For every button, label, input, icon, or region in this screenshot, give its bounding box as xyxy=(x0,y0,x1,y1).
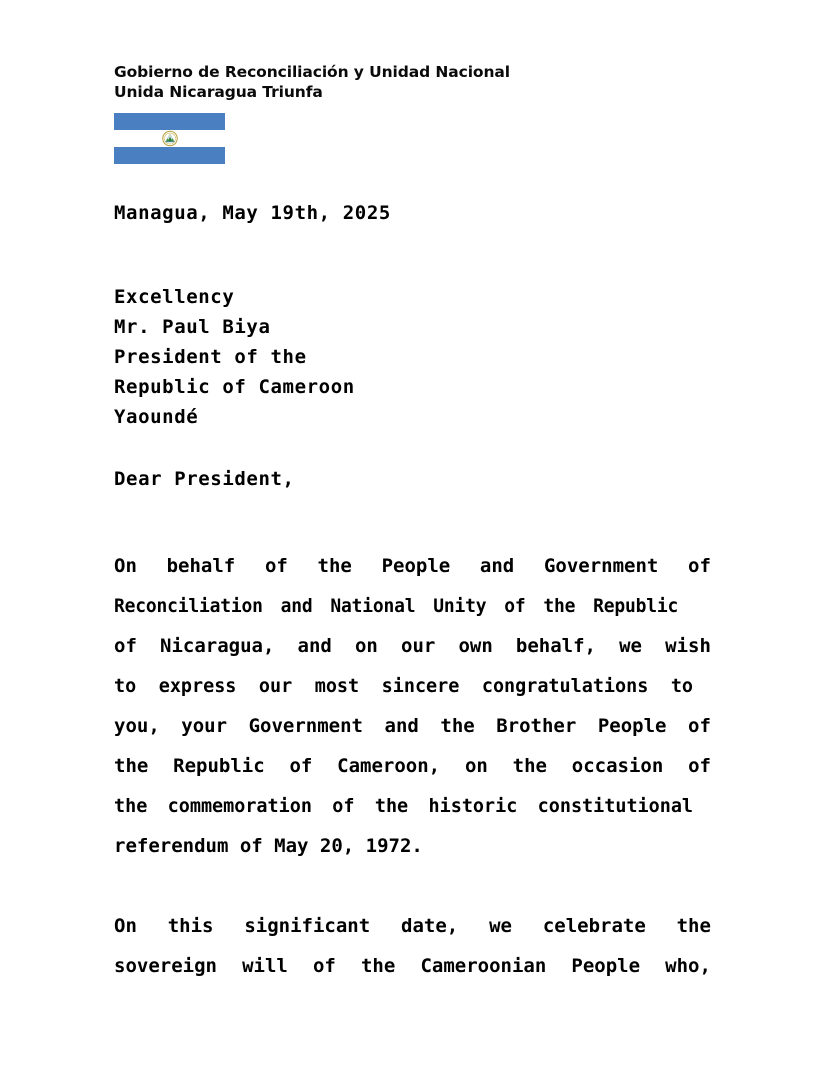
paragraph-line: referendum of May 20, 1972. xyxy=(114,835,423,857)
word: the xyxy=(512,755,547,777)
addressee-line: Mr. Paul Biya xyxy=(114,316,271,338)
word: Brother xyxy=(496,715,577,737)
word: behalf xyxy=(166,555,236,577)
word: People xyxy=(571,955,641,977)
addressee-line: Republic of Cameroon xyxy=(114,376,355,398)
paragraph-line xyxy=(114,906,711,946)
word: you, xyxy=(114,715,160,737)
flag-band-bottom xyxy=(114,147,225,164)
word: of xyxy=(688,715,711,737)
body-paragraph xyxy=(114,546,711,866)
word: express xyxy=(158,675,237,697)
paragraph-line xyxy=(114,586,711,626)
word: own xyxy=(458,635,493,657)
word: of xyxy=(312,955,336,977)
word: Nicaragua, xyxy=(160,635,275,657)
word: the xyxy=(317,555,352,577)
letterhead-line-1: Gobierno de Reconciliación y Unidad Nacional xyxy=(114,63,510,81)
word: People xyxy=(381,555,451,577)
nicaragua-coat-of-arms-icon xyxy=(161,130,178,147)
paragraph-line xyxy=(114,626,711,666)
flag-band-top xyxy=(114,113,225,130)
word: our xyxy=(258,675,293,697)
letterhead-line-2: Unida Nicaragua Triunfa xyxy=(114,83,323,101)
nicaragua-flag xyxy=(114,113,225,164)
addressee-line: Excellency xyxy=(114,286,235,308)
word: to xyxy=(670,675,694,697)
addressee-block xyxy=(114,282,711,432)
word: Government xyxy=(543,555,659,577)
word: most xyxy=(314,675,360,697)
word: to xyxy=(114,675,137,697)
word: Government xyxy=(248,715,363,737)
letterhead xyxy=(114,62,734,102)
word: of xyxy=(289,755,313,777)
word: the xyxy=(114,755,149,777)
date-line: Managua, May 19th, 2025 xyxy=(114,202,391,224)
word: National xyxy=(330,595,416,617)
word: Republic xyxy=(173,755,265,777)
letter-body xyxy=(114,198,711,1026)
word: historic xyxy=(428,795,518,817)
word: your xyxy=(181,715,228,737)
word: and xyxy=(384,715,419,737)
word: Unity xyxy=(433,595,487,617)
addressee-line: President of the xyxy=(114,346,307,368)
word: On xyxy=(114,555,137,577)
word: On xyxy=(114,915,137,937)
paragraph-line xyxy=(114,546,711,586)
word: of xyxy=(504,595,526,617)
paragraph-line xyxy=(114,706,711,746)
word: and xyxy=(297,635,332,657)
word: will xyxy=(242,955,288,977)
word: congratulations xyxy=(481,675,649,697)
word: date, xyxy=(401,915,459,937)
word: the xyxy=(543,595,576,617)
word: the xyxy=(676,915,711,937)
word: behalf, xyxy=(515,635,596,657)
word: sovereign xyxy=(114,955,217,977)
word: of xyxy=(688,755,711,777)
word: the xyxy=(114,795,148,817)
word: celebrate xyxy=(542,915,646,937)
word: our xyxy=(401,635,436,657)
word: the xyxy=(374,795,409,817)
word: of xyxy=(114,635,137,657)
word: significant xyxy=(244,915,371,937)
paragraph-line xyxy=(114,746,711,786)
word: sincere xyxy=(381,675,460,697)
word: Cameroonian xyxy=(420,955,547,977)
addressee-line: Yaoundé xyxy=(114,406,199,428)
word: this xyxy=(167,915,214,937)
word: of xyxy=(264,555,288,577)
word: occasion xyxy=(571,755,664,777)
word: of xyxy=(688,555,711,577)
paragraph-line xyxy=(114,786,711,826)
body-paragraph xyxy=(114,906,711,986)
word: we xyxy=(619,635,642,657)
word: Cameroon, xyxy=(337,755,441,777)
word: on xyxy=(354,635,378,657)
salutation: Dear President, xyxy=(114,468,295,490)
word: commemoration xyxy=(167,795,312,817)
word: Republic xyxy=(593,595,679,617)
word: and xyxy=(479,555,515,577)
word: the xyxy=(440,715,475,737)
word: wish xyxy=(665,635,711,657)
word: of xyxy=(332,795,355,817)
word: we xyxy=(489,915,512,937)
word: who, xyxy=(665,955,711,977)
paragraph-line xyxy=(114,946,711,986)
paragraph-line xyxy=(114,666,711,706)
word: People xyxy=(597,715,667,737)
word: constitutional xyxy=(537,795,694,817)
word: the xyxy=(360,955,396,977)
word: and xyxy=(280,595,313,617)
word: Reconciliation xyxy=(114,595,263,617)
word: on xyxy=(464,755,488,777)
